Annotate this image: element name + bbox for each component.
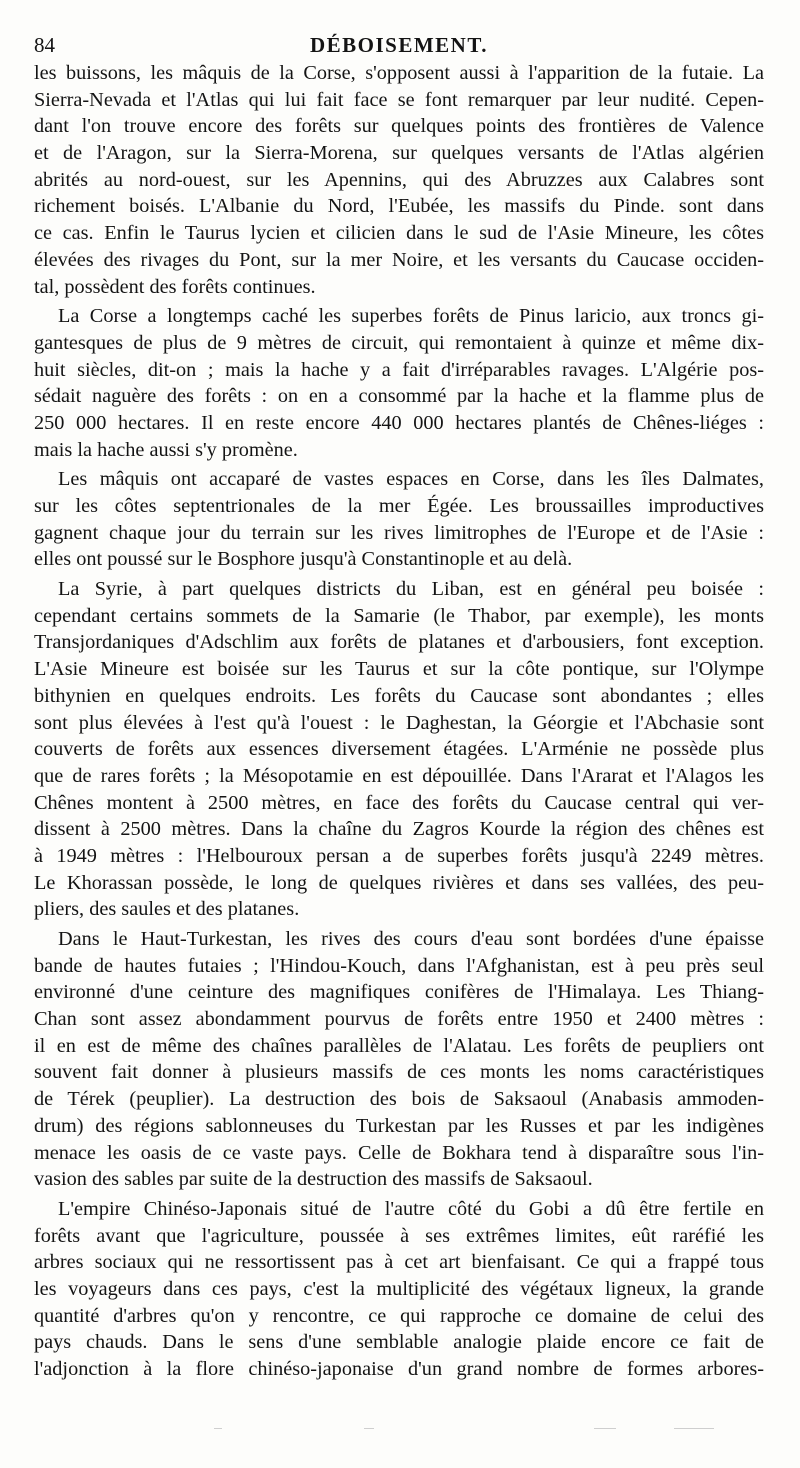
text-line: mais la hache aussi s'y promène. (34, 438, 298, 461)
text-line: sont plus élevées à l'est qu'à l'ouest : le Daghestan, la Géorgie et l'Abchasie sont (34, 711, 764, 734)
text-line: drum) des régions sablonneuses du Turkestan par les Russes et par les indigènes (34, 1114, 764, 1137)
text-line: souvent fait donner à plusieurs massifs de ces monts les noms caractéristiques (34, 1061, 764, 1084)
text-line: bande de hautes futaies ; l'Hindou-Kouch, dans l'Afghanistan, est à peu près seul (34, 954, 764, 977)
text-line: Sierra-Nevada et l'Atlas qui lui fait face se font remarquer par leur nudité. Cepen- (34, 88, 764, 111)
text-line: menace les oasis de ce vaste pays. Celle de Bokhara tend à disparaître sous l'in- (34, 1141, 764, 1164)
text-line: gantesques de plus de 9 mètres de circuit, qui remontaient à quinze et même dix- (34, 331, 764, 354)
text-line: 250 000 hectares. Il en reste encore 440 000 hectares plantés de Chênes-liéges : (34, 411, 764, 434)
footer-scan-marks (34, 1422, 764, 1436)
text-line: elles ont poussé sur le Bosphore jusqu'à Constantinople et au delà. (34, 548, 573, 571)
text-line: tal, possèdent des forêts continues. (34, 275, 316, 298)
text-line: Le Khorassan possède, le long de quelques rivières et dans ses vallées, des peu- (34, 871, 764, 894)
text-line: à 1949 mètres : l'Helbouroux persan a de superbes forêts jusqu'à 2249 mètres. (34, 844, 764, 867)
text-line: L'Asie Mineure est boisée sur les Taurus et sur la côte pontique, sur l'Olympe (34, 658, 764, 681)
text-line: sédait naguère des forêts : on en a consommé par la hache et la flamme plus de (34, 385, 764, 408)
text-line: quantité d'arbres qu'on y rencontre, ce qui rapproche ce domaine de celui des (34, 1304, 764, 1327)
text-line: La Corse a longtemps caché les superbes forêts de Pinus laricio, aux troncs gi- (58, 305, 764, 328)
text-line: et de l'Aragon, sur la Sierra-Morena, sur quelques versants de l'Atlas algérien (34, 142, 764, 165)
text-line: arbres sociaux qui ne ressortissent pas à cet art bienfaisant. Ce qui a frappé tous (34, 1251, 764, 1274)
text-line: environné d'une ceinture des magnifiques conifères de l'Himalaya. Les Thiang- (34, 981, 764, 1004)
paragraph (34, 303, 764, 463)
text-line: cependant certains sommets de la Samarie (le Thabor, par exemple), les monts (34, 604, 764, 627)
text-line: ce cas. Enfin le Taurus lycien et cilicien dans le sud de l'Asie Mineure, les côtes (34, 222, 764, 245)
text-line: Chênes montent à 2500 mètres, en face des forêts du Caucase central qui ver- (34, 791, 764, 814)
text-line: les voyageurs dans ces pays, c'est la multiplicité des végétaux ligneux, la grande (34, 1277, 764, 1300)
paragraph (34, 60, 764, 300)
text-line: richement boisés. L'Albanie du Nord, l'Eubée, les massifs du Pinde. sont dans (34, 195, 764, 218)
text-line: dissent à 2500 mètres. Dans la chaîne du Zagros Kourde la région des chênes est (34, 818, 764, 841)
text-line: pliers, des saules et des platanes. (34, 898, 300, 921)
text-line: huit siècles, dit-on ; mais la hache y a fait d'irréparables ravages. L'Algérie pos- (34, 358, 764, 381)
text-line: pays chauds. Dans le sens d'une semblable analogie plaide encore ce fait de (34, 1331, 764, 1354)
text-line: Transjordaniques d'Adschlim aux forêts de platanes et d'arbousiers, font exception. (34, 631, 764, 654)
text-line: gagnent chaque jour du terrain sur les rives limitrophes de l'Europe et de l'Asie : (34, 521, 764, 544)
text-line: que de rares forêts ; la Mésopotamie en est dépouillée. Dans l'Ararat et l'Alagos les (34, 764, 764, 787)
text-line: forêts avant que l'agriculture, poussée à ses extrêmes limites, eût raréfié les (34, 1224, 764, 1247)
text-line: il en est de même des chaînes parallèles de l'Alatau. Les forêts de peupliers ont (34, 1034, 764, 1057)
text-line: les buissons, les mâquis de la Corse, s'opposent aussi à l'apparition de la futaie. La (34, 62, 764, 84)
text-line: Les mâquis ont accaparé de vastes espaces en Corse, dans les îles Dalmates, (58, 468, 764, 491)
text-line: Dans le Haut-Turkestan, les rives des cours d'eau sont bordées d'une épaisse (58, 928, 764, 950)
page-number: 84 (34, 33, 55, 57)
body-text (34, 60, 764, 1383)
running-title: DÉBOISEMENT. (309, 33, 489, 57)
text-line: bithynien en quelques endroits. Les forêts du Caucase sont abondantes ; elles (34, 684, 764, 707)
text-line: élevées des rivages du Pont, sur la mer Noire, et les versants du Caucase occiden- (34, 248, 764, 271)
text-line: L'empire Chinéso-Japonais situé de l'autre côté du Gobi a dû être fertile en (58, 1197, 764, 1220)
text-line: de Térek (peuplier). La destruction des bois de Saksaoul (Anabasis ammoden- (34, 1088, 764, 1111)
text-line: sur les côtes septentrionales de la mer Égée. Les broussailles improductives (34, 495, 764, 517)
text-line: abrités au nord-ouest, sur les Apennins, qui des Abruzzes aux Calabres sont (34, 168, 764, 191)
text-line: La Syrie, à part quelques districts du Liban, est en général peu boisée : (58, 578, 764, 601)
paragraph (34, 1196, 764, 1383)
text-line: l'adjonction à la flore chinéso-japonaise d'un grand nombre de formes arbores- (34, 1358, 764, 1380)
paragraph (34, 466, 764, 573)
text-line: vasion des sables par suite de la destruction des massifs de Saksaoul. (34, 1168, 593, 1191)
paragraph (34, 926, 764, 1193)
text-line: dant l'on trouve encore des forêts sur quelques points des frontières de Valence (34, 115, 764, 138)
paragraph (34, 576, 764, 923)
page-header (34, 30, 764, 60)
text-line: couverts de forêts aux essences diversement étagées. L'Arménie ne possède plus (34, 738, 764, 761)
text-line: Chan sont assez abondamment pourvus de forêts entre 1950 et 2400 mètres : (34, 1008, 764, 1031)
